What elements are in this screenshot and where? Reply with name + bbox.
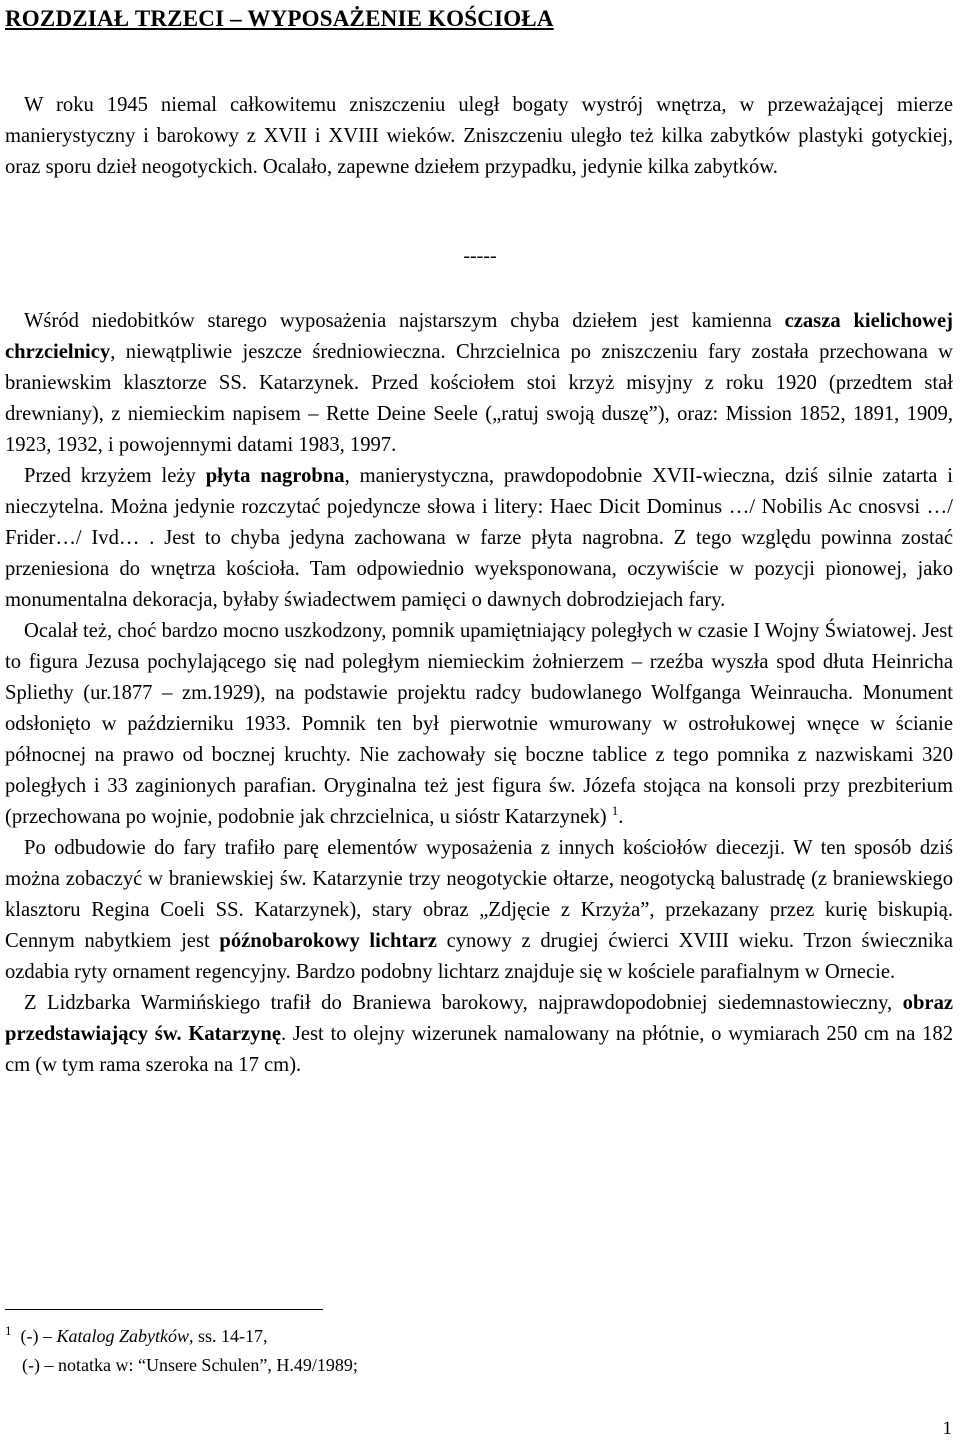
text-run: Po odbudowie do fary trafiło parę elementów wyposażenia z innych kościołów diecezji. W ten sposób dziś można zobaczyć w braniewskiej św. Katarzynie trzy neogotyckie ołtarze, neogotycką balustradę (z braniewskiego klasztoru Regina Coeli SS. Katarzynek), stary obraz „Zdjęcie z Krzyża”, przekazany przez kurię biskupią. Cennym nabytkiem jest xyxy=(5,837,953,952)
footnote-line-1 xyxy=(5,1322,705,1351)
text-run: , ss. 14-17, xyxy=(189,1326,268,1346)
bold-term-tombstone: płyta nagrobna xyxy=(205,465,345,487)
footnote-italic-title: Katalog Zabytków xyxy=(56,1326,189,1346)
footnote-marker: 1 xyxy=(5,1323,12,1338)
bold-term-baptismal-font: czasza kielichowej chrzcielnicy xyxy=(5,310,953,363)
footnotes xyxy=(5,1322,705,1380)
text-run: cynowy z drugiej ćwierci XVIII wieku. Trzon świecznika ozdabia ryty ornament regencyjny. Bardzo podobny lichtarz znajduje się w kościele parafialnym w Ornecie. xyxy=(5,930,954,983)
bold-term-painting: obraz przedstawiający św. Katarzynę xyxy=(5,992,953,1045)
text-run: . Jest to olejny wizerunek namalowany na płótnie, o wymiarach 250 cm na 182 cm (w tym rama szeroka na 17 cm). xyxy=(5,1023,953,1076)
paragraph-baptismal-font xyxy=(5,306,953,461)
paragraph-monument xyxy=(5,616,953,833)
text-run: , niewątpliwie jeszcze średniowieczna. Chrzcielnica po zniszczeniu fary została przechowana w braniewskim klasztorze SS. Katarzynek. Przed kościołem stoi krzyż misyjny z roku 1920 (przedtem stał drewniany), z niemieckim napisem – Rette Deine Seele („ratuj swoją duszę”), oraz: Mission 1852, 1891, 1909, 1923, 1932, i powojennymi datami 1983, 1997. xyxy=(5,341,953,456)
paragraph-candlestick xyxy=(5,833,953,988)
paragraph-painting xyxy=(5,988,953,1081)
chapter-title: ROZDZIAŁ TRZECI – WYPOSAŻENIE KOŚCIOŁA xyxy=(5,6,554,31)
text-run: Przed krzyżem leży xyxy=(24,465,206,487)
text-run: Wśród niedobitków starego wyposażenia najstarszym chyba dziełem jest kamienna xyxy=(24,310,785,332)
footnote-reference: 1 xyxy=(611,803,619,819)
text-run: Ocalał też, choć bardzo mocno uszkodzony, pomnik upamiętniający poległych w czasie I Wojny Światowej. Jest to figura Jezusa pochylającego się nad poległym niemieckim żołnierzem – rzeźba wyszła spod dłuta Heinricha Spliethy (ur.1877 – zm.1929), na podstawie projektu radcy budowlanego Wolfganga Weinraucha. Monument odsłonięto w październiku 1933. Pomnik ten był pierwotnie wmurowany w ostrołukowej wnęce w ścianie północnej na prawo od bocznej kruchty. Nie zachowały się boczne tablice z tego pomnika z nazwiskami 320 poległych i 33 zaginionych parafian. Oryginalna też jest figura św. Józefa stojąca na konsoli przy prezbiterium (przechowana po wojnie, podobnie jak chrzcielnica, u sióstr Katarzynek) xyxy=(5,620,953,828)
text-run: , manierystyczna, prawdopodobnie XVII-wieczna, dziś silnie zatarta i nieczytelna. Można jedynie rozczytać pojedyncze słowa i litery: Haec Dicit Dominus …/ Nobilis Ac cnosvsi …/ Frider…/ Ivd… . Jest to chyba jedyna zachowana w farze płyta nagrobna. Z tego względu powinna zostać przeniesiona do wnętrza kościoła. Tam odpowiednio wyeksponowana, oczywiście w pozycji pionowej, jako monumentalna dekoracja, byłaby świadectwem pamięci o dawnych dobrodziejach fary. xyxy=(5,465,953,611)
intro-block xyxy=(5,90,953,183)
text-run: . xyxy=(618,806,624,828)
main-text-block xyxy=(5,306,953,1081)
page-number: 1 xyxy=(942,1418,952,1439)
section-separator: ----- xyxy=(463,245,497,267)
paragraph-intro: W roku 1945 niemal całkowitemu zniszczeniu uległ bogaty wystrój wnętrza, w przeważającej mierze manierystyczny i barokowy z XVII i XVIII wieków. Zniszczeniu uległo też kilka zabytków plastyki gotyckiej, oraz sporu dzieł neogotyckich. Ocalało, zapewne dziełem przypadku, jedynie kilka zabytków. xyxy=(5,94,953,178)
paragraph-tombstone xyxy=(5,461,953,616)
footnote-line-2: (-) – notatka w: “Unsere Schulen”, H.49/1989; xyxy=(22,1355,358,1375)
text-run: Z Lidzbarka Warmińskiego trafił do Braniewa barokowy, najprawdopodobniej siedemnastowieczny, xyxy=(24,992,903,1014)
footnote-divider xyxy=(5,1309,323,1310)
bold-term-candlestick: późnobarokowy lichtarz xyxy=(219,930,437,952)
text-run: (-) – xyxy=(20,1326,57,1346)
